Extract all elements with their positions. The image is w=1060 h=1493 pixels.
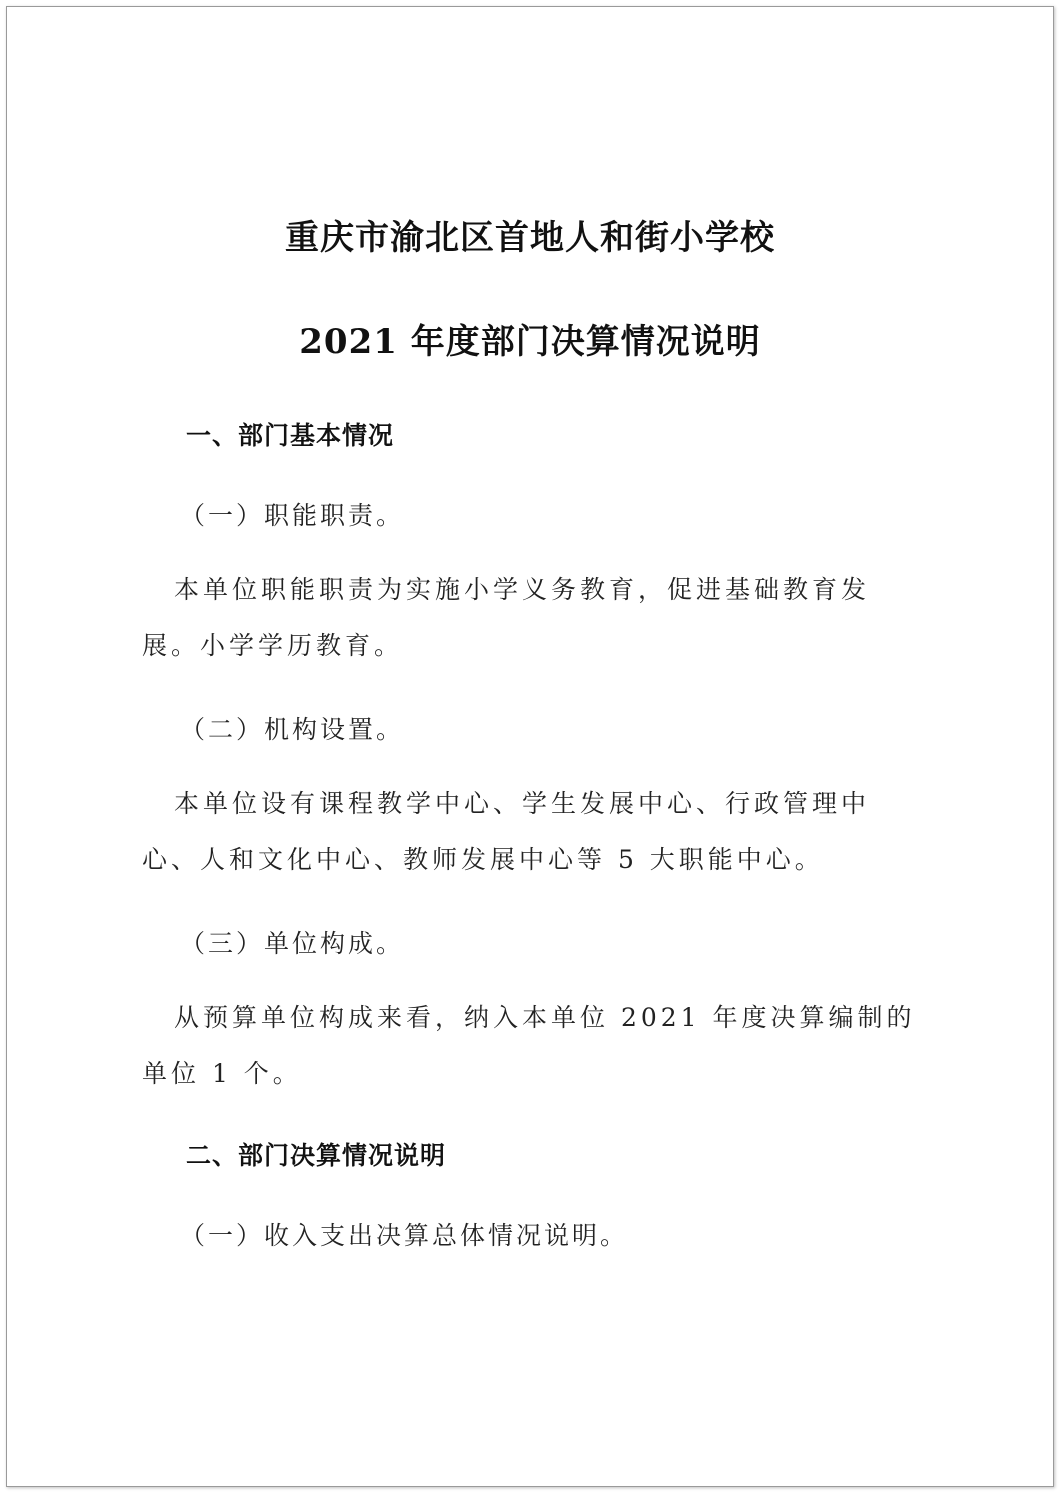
paragraph-unit-composition: 从预算单位构成来看，纳入本单位 2021 年度决算编制的单位 1 个。 bbox=[142, 1003, 916, 1088]
paragraph-organization: 本单位设有课程教学中心、学生发展中心、行政管理中心、人和文化中心、教师发展中心等 5 大职能中心。 bbox=[142, 789, 871, 874]
document-title-line-1: 重庆市渝北区首地人和街小学校 bbox=[285, 218, 775, 258]
section-heading-final-accounts: 二、部门决算情况说明 bbox=[186, 1141, 447, 1170]
document-title-line-2: 2021 年度部门决算情况说明 bbox=[299, 322, 761, 362]
subsection-heading-unit-composition: （三）单位构成。 bbox=[180, 929, 405, 958]
subsection-heading-income-expenditure: （一）收入支出决算总体情况说明。 bbox=[180, 1221, 629, 1250]
subsection-heading-functions: （一）职能职责。 bbox=[180, 501, 405, 530]
section-heading-basic-info: 一、部门基本情况 bbox=[186, 421, 395, 450]
paragraph-functions: 本单位职能职责为实施小学义务教育，促进基础教育发展。小学学历教育。 bbox=[142, 575, 871, 660]
subsection-heading-organization: （二）机构设置。 bbox=[180, 715, 405, 744]
